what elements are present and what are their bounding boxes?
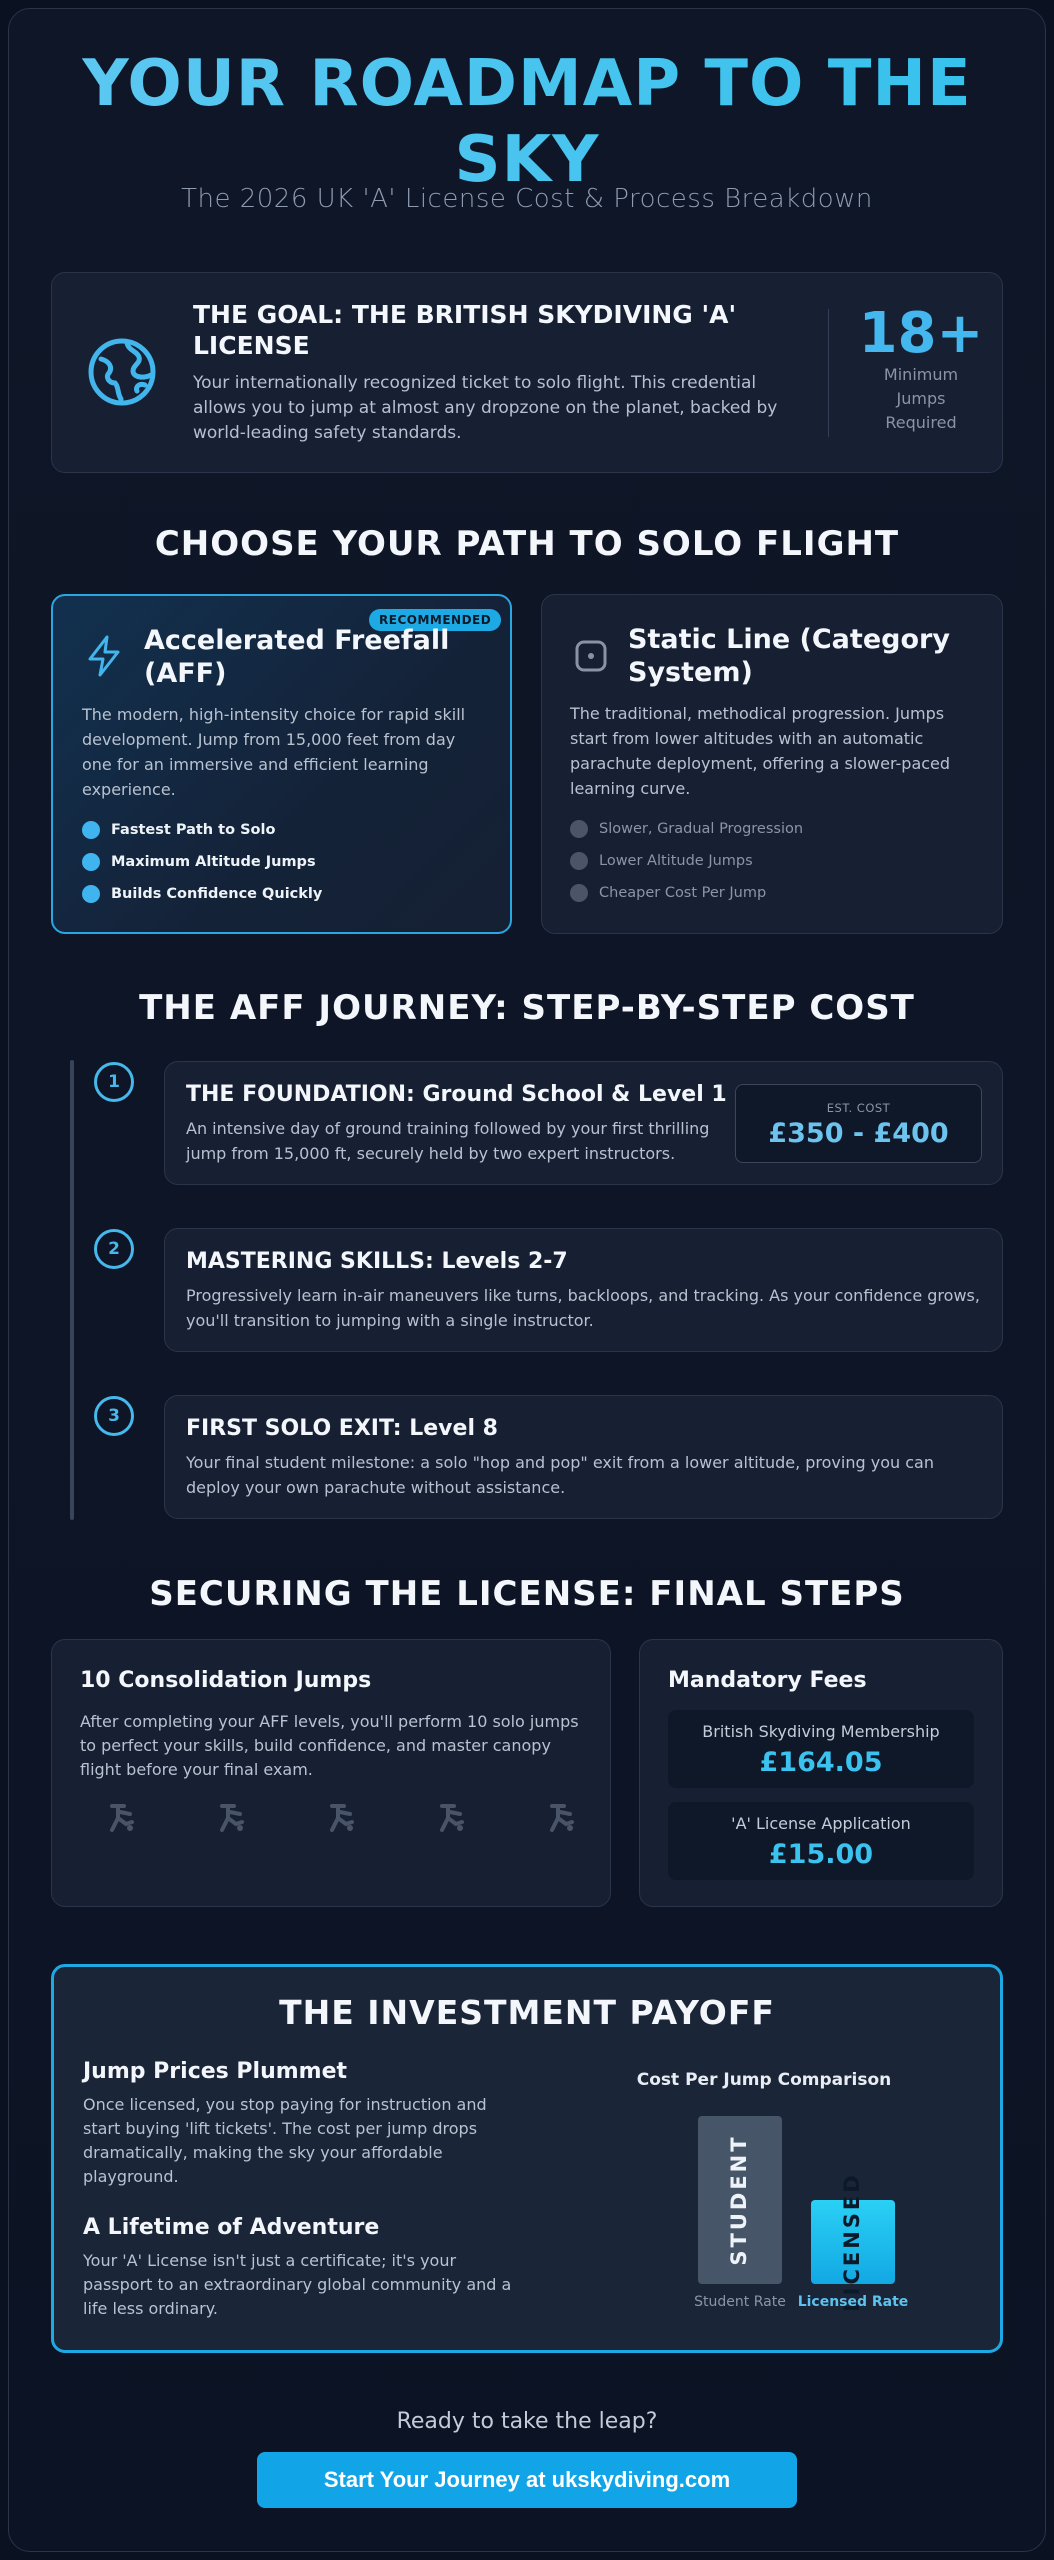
step-number: 2 [94,1229,134,1269]
step-card-2 [164,1228,1003,1352]
step-title: MASTERING SKILLS: Levels 2-7 [186,1249,568,1274]
static-bullet [570,820,803,838]
est-cost-label: EST. COST [826,1101,891,1115]
step-text-line-2: deploy your own parachute without assistance. [186,1478,566,1497]
static-bullet-text: Slower, Gradual Progression [599,821,804,837]
fee-item [668,1802,974,1880]
fee-value: £15.00 [768,1839,874,1870]
hero-title-line-2: SKY [454,123,600,197]
aff-title-line-2: (AFF) [144,658,227,689]
skydiver-icon [548,1802,578,1834]
fee-label: British Skydiving Membership [702,1722,940,1741]
step-text-line-1: Progressively learn in-air maneuvers like turns, backloops, and tracking. As your confidence grows, [186,1286,980,1305]
license-section-title: SECURING THE LICENSE: FINAL STEPS [149,1574,905,1614]
skydiver-icon [438,1802,468,1834]
bullet-dot [570,852,588,870]
chart-category-label: Student Rate [694,2294,786,2310]
step-card-1 [164,1061,1003,1185]
investment-payoff-card [51,1964,1003,2353]
choose-path-title: CHOOSE YOUR PATH TO SOLO FLIGHT [154,524,900,564]
goal-title-line-2: LICENSE [193,331,310,360]
consolidation-text-line-2: to perfect your skills, build confidence, and master canopy [80,1736,551,1755]
static-text-line-1: The traditional, methodical progression. Jumps [570,704,945,723]
step-description [186,1283,986,1333]
fee-value: £164.05 [759,1747,883,1778]
consolidation-card [51,1639,611,1907]
bullet-dot [570,820,588,838]
est-cost-value: £350 - £400 [768,1118,949,1149]
static-text-line-2: start from lower altitudes with an automatic [570,729,924,748]
static-bullet-text: Cheaper Cost Per Jump [599,885,767,901]
payoff-title: THE INVESTMENT PAYOFF [279,1993,775,2032]
goal-title [193,299,813,361]
payoff-text-2 [83,2249,543,2321]
consolidation-text-line-1: After completing your AFF levels, you'll perform 10 solo jumps [80,1712,579,1731]
consolidation-description [80,1710,600,1782]
static-bullet-text: Lower Altitude Jumps [599,853,753,869]
step-text-line-1: An intensive day of ground training followed by your first thrilling [186,1119,710,1138]
step-number: 1 [94,1062,134,1102]
aff-text-line-1: The modern, high-intensity choice for rapid skill [82,705,466,724]
hero-title [0,46,1054,198]
aff-description [82,702,492,802]
bullet-dot [82,821,100,839]
minimum-jumps-label [838,363,1004,435]
stat-label-line-1: Minimum [883,365,959,384]
lightning-icon [82,634,126,678]
skydiver-icon [328,1802,358,1834]
payoff-text-1 [83,2093,543,2189]
static-bullet [570,852,753,870]
chart-category-label: Licensed Rate [797,2294,909,2310]
static-title-line-2: System) [628,657,753,688]
aff-title [144,624,494,690]
consolidation-title: 10 Consolidation Jumps [80,1668,372,1693]
aff-bullet-text: Maximum Altitude Jumps [111,854,316,870]
aff-journey-title: THE AFF JOURNEY: STEP-BY-STEP COST [139,988,915,1028]
static-bullet [570,884,766,902]
step-description [186,1116,726,1166]
stat-label-line-3: Required [885,413,957,432]
step-description [186,1450,986,1500]
aff-title-line-1: Accelerated Freefall [144,625,450,656]
payoff-text-2-line-3: life less ordinary. [83,2299,218,2318]
payoff-heading-2: A Lifetime of Adventure [83,2215,380,2240]
chart-title: Cost Per Jump Comparison [636,2070,892,2090]
aff-bullet [82,853,316,871]
aff-bullet-text: Fastest Path to Solo [111,822,276,838]
skydiver-icon [108,1802,138,1834]
hero-subtitle: The 2026 UK 'A' License Cost & Process Breakdown [181,184,873,214]
goal-text-line-1: Your internationally recognized ticket to solo flight. This credential [193,373,757,393]
bullet-dot [82,885,100,903]
aff-text-line-4: experience. [82,780,176,799]
start-journey-button[interactable]: Start Your Journey at ukskydiving.com [257,2452,797,2508]
static-line-description [570,701,990,801]
consolidation-text-line-3: flight before your final exam. [80,1760,313,1779]
aff-text-line-3: one for an immersive and efficient learning [82,755,429,774]
hero-title-line-1: YOUR ROADMAP TO THE [82,47,972,121]
step-title: THE FOUNDATION: Ground School & Level 1 [186,1082,727,1107]
skydiver-icon-row [108,1802,578,1838]
cost-per-jump-chart [594,2059,934,2329]
aff-bullet [82,821,275,839]
chart-bar-label: LICENSED [840,2172,864,2312]
timeline-line [70,1060,74,1520]
goal-title-line-1: THE GOAL: THE BRITISH SKYDIVING 'A' [193,300,737,329]
goal-divider [828,309,829,437]
static-title-line-1: Static Line (Category [628,624,950,655]
recommended-badge: RECOMMENDED [369,609,501,631]
static-text-line-4: learning curve. [570,779,691,798]
payoff-text-1-line-2: start buying 'lift tickets'. The cost per jump drops [83,2119,478,2138]
goal-text-line-3: world-leading safety standards. [193,423,462,443]
aff-bullet-text: Builds Confidence Quickly [111,886,323,902]
aff-bullet [82,885,322,903]
mandatory-fees-card [639,1639,1003,1907]
goal-text-line-2: allows you to jump at almost any dropzone on the planet, backed by [193,398,778,418]
chart-bar-label: STUDENT [727,2134,751,2266]
stat-label-line-2: Jumps [896,389,946,408]
step-text-line-1: Your final student milestone: a solo "hop and pop" exit from a lower altitude, proving you can [186,1453,934,1472]
payoff-heading-1: Jump Prices Plummet [83,2059,348,2084]
fees-title: Mandatory Fees [668,1668,867,1693]
step-title: FIRST SOLO EXIT: Level 8 [186,1416,498,1441]
step-text-line-2: jump from 15,000 ft, securely held by two expert instructors. [186,1144,676,1163]
payoff-text-2-line-2: passport to an extraordinary global community and a [83,2275,512,2294]
cta-prompt: Ready to take the leap? [396,2409,658,2434]
static-line-icon [574,639,608,673]
aff-path-card[interactable] [51,594,512,934]
payoff-text-2-line-1: Your 'A' License isn't just a certificate; it's your [83,2251,457,2270]
goal-description [193,371,833,446]
static-line-title [628,623,988,689]
step-text-line-2: you'll transition to jumping with a single instructor. [186,1311,594,1330]
est-cost-box [735,1084,982,1163]
payoff-text-1-line-3: dramatically, making the sky your affordable [83,2143,443,2162]
globe-icon [87,337,157,407]
bullet-dot [82,853,100,871]
payoff-text-1-line-1: Once licensed, you stop paying for instruction and [83,2095,487,2114]
step-number: 3 [94,1396,134,1436]
fee-item [668,1710,974,1788]
aff-text-line-2: development. Jump from 15,000 feet from day [82,730,456,749]
bullet-dot [570,884,588,902]
payoff-text-1-line-4: playground. [83,2167,179,2186]
fee-label: 'A' License Application [731,1814,911,1833]
static-text-line-3: parachute deployment, offering a slower-paced [570,754,951,773]
static-line-path-card[interactable] [541,594,1003,934]
minimum-jumps-stat: 18+ [858,301,984,366]
step-card-3 [164,1395,1003,1519]
goal-card [51,272,1003,473]
skydiver-icon [218,1802,248,1834]
